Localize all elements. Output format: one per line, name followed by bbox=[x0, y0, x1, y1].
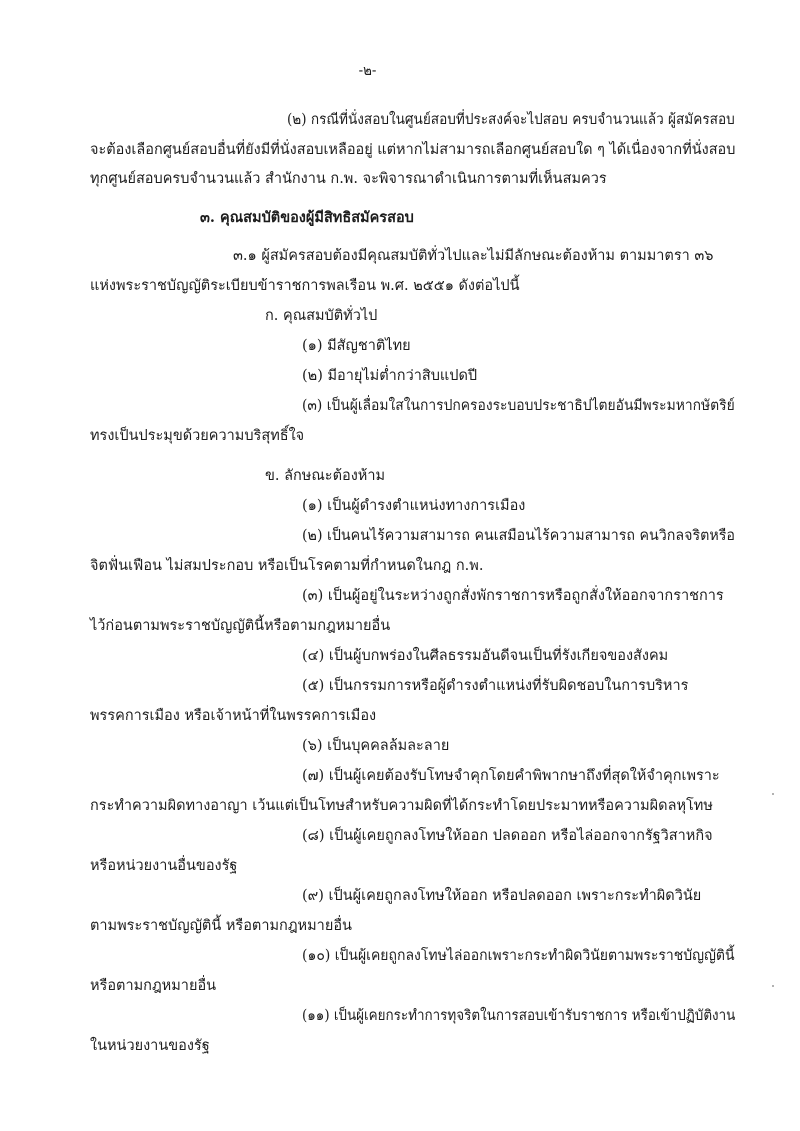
prohibited-item-2-line-2: จิตฟั่นเฟือน ไม่สมประกอบ หรือเป็นโรคตามที่กำหนดในกฎ ก.พ. bbox=[90, 558, 484, 574]
prohibited-item-5-line-2: พรรคการเมือง หรือเจ้าหน้าที่ในพรรคการเมือง bbox=[90, 708, 377, 724]
prohibited-item-10-line-1: (๑๐) เป็นผู้เคยถูกลงโทษไล่ออกเพราะกระทำผิดวินัยตามพระราชบัญญัตินี้ bbox=[302, 948, 735, 964]
prohibited-item-7-line-2: กระทำความผิดทางอาญา เว้นแต่เป็นโทษสำหรับความผิดที่ได้กระทำโดยประมาทหรือความผิดลหุโทษ bbox=[90, 798, 713, 814]
scan-artifact bbox=[772, 793, 774, 795]
prohibited-item-1: (๑) เป็นผู้ดำรงตำแหน่งทางการเมือง bbox=[302, 498, 526, 514]
prohibited-item-11-line-1: (๑๑) เป็นผู้เคยกระทำการทุจริตในการสอบเข้ารับราชการ หรือเข้าปฏิบัติงาน bbox=[302, 1008, 736, 1024]
scan-artifact bbox=[772, 985, 774, 987]
prohibited-item-9-line-1: (๙) เป็นผู้เคยถูกลงโทษให้ออก หรือปลดออก เพราะกระทำผิดวินัย bbox=[302, 888, 702, 904]
prohibited-item-3-line-2: ไว้ก่อนตามพระราชบัญญัตินี้หรือตามกฎหมายอื่น bbox=[90, 618, 391, 634]
section-3-heading: ๓. คุณสมบัติของผู้มีสิทธิสมัครสอบ bbox=[200, 209, 414, 226]
prohibited-item-3-line-1: (๓) เป็นผู้อยู่ในระหว่างถูกสั่งพักราชการหรือถูกสั่งให้ออกจากราชการ bbox=[302, 588, 724, 604]
sub-3-1-line-1: ๓.๑ ผู้สมัครสอบต้องมีคุณสมบัติทั่วไปและไม่มีลักษณะต้องห้าม ตามมาตรา ๓๖ bbox=[233, 248, 714, 264]
para-2-line-2: จะต้องเลือกศูนย์สอบอื่นที่ยังมีที่นั่งสอบเหลืออยู่ แต่หากไม่สามารถเลือกศูนย์สอบใด ๆ ได้เนื่องจากที่นั่งสอบ bbox=[90, 142, 736, 158]
general-item-1: (๑) มีสัญชาติไทย bbox=[302, 338, 411, 354]
para-2-line-1: (๒) กรณีที่นั่งสอบในศูนย์สอบที่ประสงค์จะไปสอบ ครบจำนวนแล้ว ผู้สมัครสอบ bbox=[287, 112, 735, 128]
prohibited-item-7-line-1: (๗) เป็นผู้เคยต้องรับโทษจำคุกโดยคำพิพากษาถึงที่สุดให้จำคุกเพราะ bbox=[302, 768, 720, 784]
general-item-2: (๒) มีอายุไม่ต่ำกว่าสิบแปดปี bbox=[302, 368, 478, 384]
general-item-3-line-1: (๓) เป็นผู้เลื่อมใสในการปกครองระบอบประชาธิปไตยอันมีพระมหากษัตริย์ bbox=[302, 398, 735, 414]
general-qualifications-heading: ก. คุณสมบัติทั่วไป bbox=[265, 308, 378, 324]
general-item-3-line-2: ทรงเป็นประมุขด้วยความบริสุทธิ์ใจ bbox=[90, 428, 305, 444]
prohibited-item-9-line-2: ตามพระราชบัญญัตินี้ หรือตามกฎหมายอื่น bbox=[90, 918, 352, 934]
prohibited-item-6: (๖) เป็นบุคคลล้มละลาย bbox=[302, 738, 450, 754]
prohibited-item-5-line-1: (๕) เป็นกรรมการหรือผู้ดำรงตำแหน่งที่รับผิดชอบในการบริหาร bbox=[302, 678, 689, 694]
prohibited-item-4: (๔) เป็นผู้บกพร่องในศีลธรรมอันดีจนเป็นที่รังเกียจของสังคม bbox=[302, 648, 669, 664]
prohibited-heading: ข. ลักษณะต้องห้าม bbox=[265, 468, 386, 484]
page-number: -๒- bbox=[358, 63, 377, 79]
prohibited-item-8-line-1: (๘) เป็นผู้เคยถูกลงโทษให้ออก ปลดออก หรือไล่ออกจากรัฐวิสาหกิจ bbox=[302, 828, 713, 844]
sub-3-1-line-2: แห่งพระราชบัญญัติระเบียบข้าราชการพลเรือน พ.ศ. ๒๕๕๑ ดังต่อไปนี้ bbox=[90, 278, 520, 294]
prohibited-item-10-line-2: หรือตามกฎหมายอื่น bbox=[90, 978, 217, 994]
prohibited-item-11-line-2: ในหน่วยงานของรัฐ bbox=[90, 1038, 210, 1054]
prohibited-item-2-line-1: (๒) เป็นคนไร้ความสามารถ คนเสมือนไร้ความสามารถ คนวิกลจริตหรือ bbox=[302, 528, 735, 544]
prohibited-item-8-line-2: หรือหน่วยงานอื่นของรัฐ bbox=[90, 858, 238, 874]
para-2-line-3: ทุกศูนย์สอบครบจำนวนแล้ว สำนักงาน ก.พ. จะพิจารณาดำเนินการตามที่เห็นสมควร bbox=[90, 171, 607, 187]
